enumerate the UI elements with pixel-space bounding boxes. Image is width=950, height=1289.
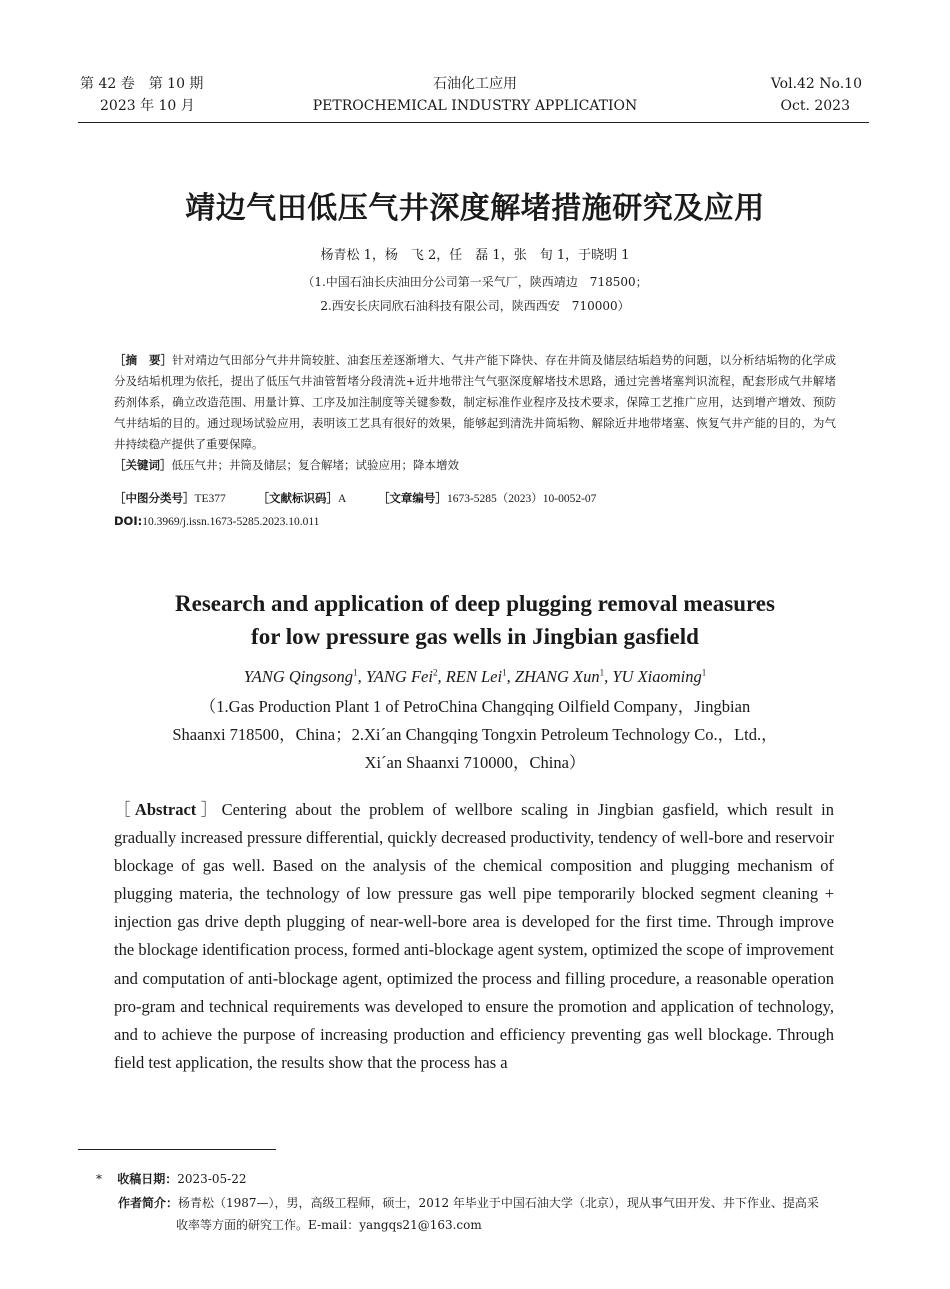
author-name: YANG Qingsong — [243, 667, 354, 686]
abstract-cn-label: ［摘 要］ — [114, 353, 173, 367]
keywords-cn-label: ［关键词］ — [114, 458, 172, 472]
clc-label: ［中图分类号］ — [114, 491, 195, 505]
header-rule — [78, 122, 869, 123]
author-name: YANG Fei — [365, 667, 433, 686]
keywords-cn-text: 低压气井；井筒及储层；复合解堵；试验应用；降本增效 — [171, 458, 459, 472]
articleno-value: 1673-5285（2023）10-0052-07 — [446, 493, 597, 505]
author-separator: , — [604, 667, 609, 686]
abstract-en-bracket-open: ［ — [114, 800, 135, 819]
paper-title-cn: 靖边气田低压气井深度解堵措施研究及应用 — [185, 191, 765, 226]
doi-label: DOI: — [114, 514, 143, 528]
author-en — [244, 667, 362, 686]
doccode-label: ［文献标识码］ — [257, 491, 338, 505]
author-separator: , — [357, 667, 362, 686]
doccode-value: A — [337, 493, 347, 505]
issue-date-cn: 2023 年 10 月 — [100, 98, 195, 114]
received-label: 收稿日期： — [117, 1172, 178, 1186]
affiliations-cn — [0, 270, 950, 318]
footnote-author-bio — [118, 1192, 870, 1236]
abstract-en-bracket-close: ］ — [196, 800, 222, 819]
footnote-star: * — [96, 1172, 102, 1186]
abstract-cn-text: 针对靖边气田部分气井井筒较脏、油套压差逐渐增大、气井产能下降快、存在井筒及储层结垢趋势的问题，以分析结垢物的化学成分及结垢机理为依托，提出了低压气井油管暂堵分段清洗+近井地带注气气驱深度解堵技术思路，通过完善堵塞判识流程，配套形成气井解堵药剂体系，确立改造范围、用量计算、工序及加注制度等关键参数，制定标准作业程序及技术要求，保障工艺推广应用，达到增产增效、预防气井结垢的目的。通过现场试验应用，表明该工艺具有很好的效果，能够起到清洗井筒垢物、解除近井地带堵塞、恢复气井产能的目的，为气井持续稳产提供了重要保障。 — [114, 353, 837, 451]
volume-issue-en: Vol.42 No.10 — [770, 76, 862, 92]
affiliation-en-line: （1.Gas Production Plant 1 of PetroChina Changqing Oilfield Company，Jingbian — [199, 697, 751, 716]
author-affiliation-mark: 1 — [502, 667, 507, 678]
volume-issue-cn: 第 42 卷 第 10 期 — [80, 76, 204, 92]
author-affiliation-mark: 1 — [701, 667, 707, 678]
footnote-received — [96, 1170, 246, 1187]
paper-title-en-line: for low pressure gas wells in Jingbian gasfield — [251, 624, 699, 649]
journal-name-en: PETROCHEMICAL INDUSTRY APPLICATION — [312, 98, 638, 114]
author-separator: , — [437, 667, 442, 686]
author-bio-label: 作者简介： — [118, 1196, 179, 1210]
footnote-rule — [78, 1149, 276, 1150]
affiliation-cn-line: （1.中国石油长庆油田分公司第一采气厂，陕西靖边 718500； — [302, 275, 648, 289]
author-en — [366, 667, 442, 686]
doi-value: 10.3969/j.issn.1673-5285.2023.10.011 — [142, 516, 320, 528]
affiliation-en-line: Xi´an Shaanxi 710000，China） — [364, 753, 586, 772]
paper-title-en-line: Research and application of deep plugging removal measures — [175, 591, 775, 616]
paper-title-en — [0, 587, 950, 653]
abstract-cn-paragraph — [114, 350, 836, 455]
doi-line — [114, 514, 319, 528]
abstract-en-text: Centering about the problem of wellbore scaling in Jingbian gasfield, which result in gradually increased pressure differential, quickly decreased productivity, tendency of well-bore and reservoir blockage of gas well. Based on the analysis of the chemical composition and plugging mechanism of plugging materia, the technology of low pressure gas well pipe temporarily blocked segment cleaning + injection gas drive depth plugging of near-well-bore area is developed for the first time. Through improve the blockage identification process, formed anti-blockage agent system, optimized the scope of improvement and computation of anti-blockage agent, optimized the process and filling procedure, a reasonable operation pro-gram and technical requirements was developed to ensure the promotion and application of technology, and to achieve the purpose of increasing production and efficiency preventing gas well blockage. Through field test application, the results show that the process has a — [114, 800, 834, 1072]
author-separator: , — [506, 667, 511, 686]
author-name: REN Lei — [445, 667, 503, 686]
articleno-label: ［文章编号］ — [377, 491, 447, 505]
issue-date-en: Oct. 2023 — [780, 98, 850, 114]
journal-name-cn: 石油化工应用 — [433, 76, 517, 92]
author-en — [612, 667, 706, 686]
authors-en — [0, 667, 950, 687]
keywords-cn — [114, 455, 836, 476]
journal-volume-issue-en — [771, 73, 862, 117]
author-bio-text: 杨青松（1987—），男，高级工程师，硕士，2012 年毕业于中国石油大学（北京），现从事气田开发、井下作业、提高采 — [178, 1196, 819, 1210]
author-bio-text-cont: 收率等方面的研究工作。E-mail：yangqs21@163.com — [176, 1218, 482, 1232]
author-affiliation-mark: 1 — [599, 667, 605, 678]
classification-line — [114, 490, 836, 506]
author-name: ZHANG Xun — [514, 667, 600, 686]
affiliations-en — [0, 693, 950, 777]
abstract-en-paragraph — [114, 796, 834, 1077]
author-affiliation-mark: 2 — [432, 667, 438, 678]
abstract-cn — [114, 350, 836, 476]
clc-value: TE377 — [194, 493, 226, 505]
author-en — [515, 667, 608, 686]
author-affiliation-mark: 1 — [353, 667, 358, 678]
authors-cn: 杨青松 1，杨 飞 2，任 磊 1，张 旬 1，于晓明 1 — [320, 248, 630, 263]
author-name: YU Xiaoming — [612, 667, 702, 686]
affiliation-en-line: Shaanxi 718500，China；2.Xi´an Changqing Tongxin Petroleum Technology Co.，Ltd.， — [172, 725, 778, 744]
abstract-en-label: Abstract — [134, 800, 197, 819]
affiliation-cn-line: 2.西安长庆同欣石油科技有限公司，陕西西安 710000） — [320, 299, 630, 313]
received-value: 2023-05-22 — [177, 1172, 247, 1186]
abstract-en — [114, 796, 834, 1077]
author-en — [446, 667, 511, 686]
